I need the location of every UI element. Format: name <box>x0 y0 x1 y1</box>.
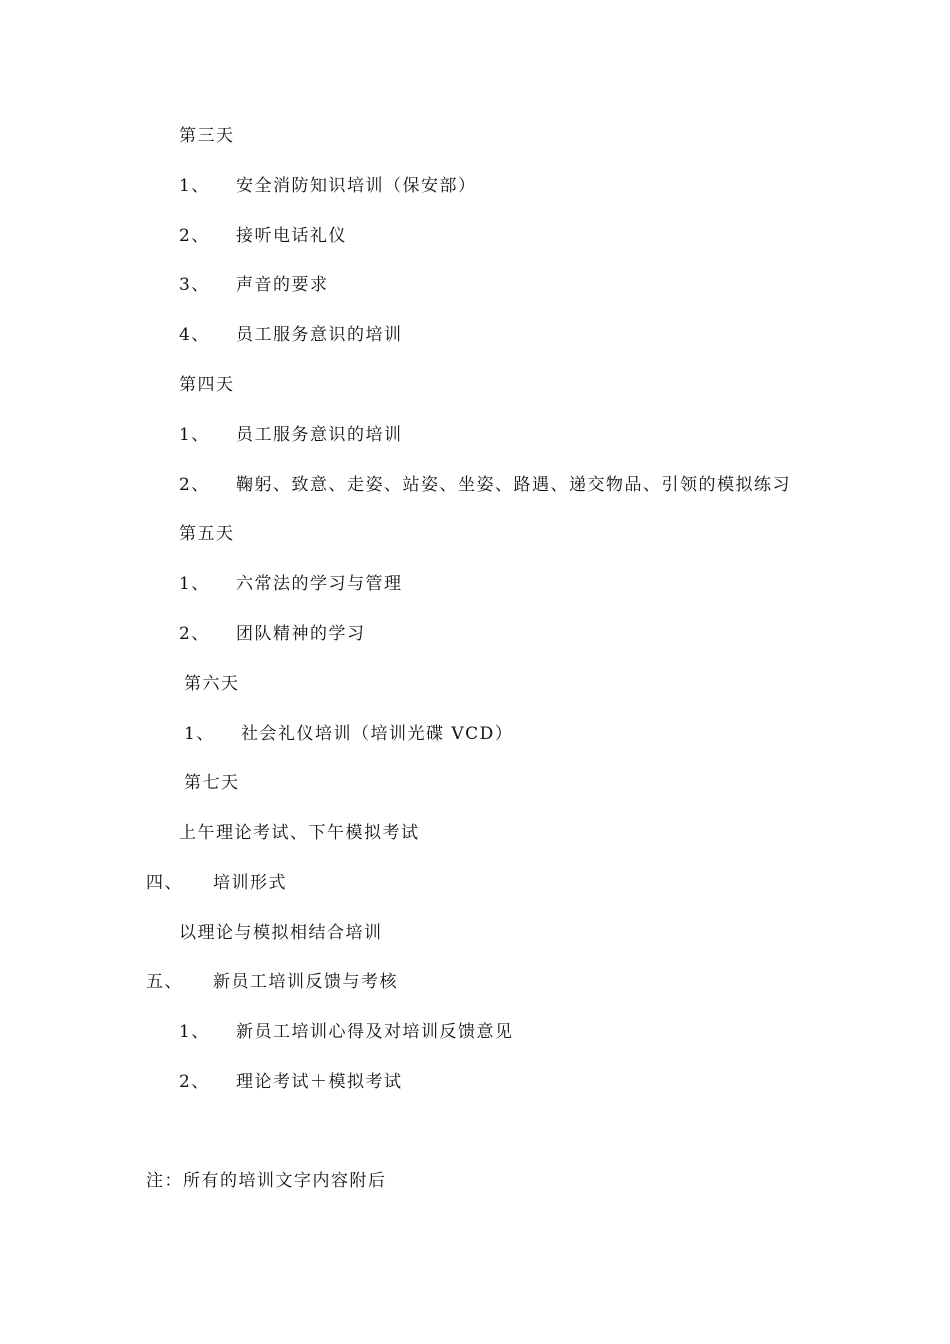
section4-number: 四、 <box>146 873 183 893</box>
day3-item-2-number: 2、 <box>179 226 210 246</box>
day3-item-2-text: 接听电话礼仪 <box>236 226 347 246</box>
day3-heading: 第三天 <box>179 126 235 146</box>
section5-number: 五、 <box>146 972 183 992</box>
section5-item-1-number: 1、 <box>179 1022 210 1042</box>
day3-item-4-number: 4、 <box>179 325 210 345</box>
day3-item-4-text: 员工服务意识的培训 <box>236 325 403 345</box>
day5-item-2-number: 2、 <box>179 624 210 644</box>
section5-item-2-number: 2、 <box>179 1072 210 1092</box>
day4-item-1-number: 1、 <box>179 425 210 445</box>
day5-item-2-text: 团队精神的学习 <box>236 624 366 644</box>
day3-item-1-text: 安全消防知识培训（保安部） <box>236 176 477 196</box>
day7-text: 上午理论考试、下午模拟考试 <box>179 823 420 843</box>
day5-item-1-number: 1、 <box>179 574 210 594</box>
footnote: 注：所有的培训文字内容附后 <box>146 1171 387 1191</box>
day5-heading: 第五天 <box>179 524 235 544</box>
day7-heading: 第七天 <box>184 773 240 793</box>
section5-item-2-text: 理论考试＋模拟考试 <box>236 1072 403 1092</box>
section5-item-1-text: 新员工培训心得及对培训反馈意见 <box>236 1022 514 1042</box>
section4-title: 培训形式 <box>213 873 287 893</box>
day4-item-2-text: 鞠躬、致意、走姿、站姿、坐姿、路遇、递交物品、引领的模拟练习 <box>236 475 791 495</box>
day6-item-1-text: 社会礼仪培训（培训光碟 VCD） <box>241 724 514 744</box>
day4-heading: 第四天 <box>179 375 235 395</box>
day6-item-1-number: 1、 <box>184 724 215 744</box>
day4-item-1-text: 员工服务意识的培训 <box>236 425 403 445</box>
day6-heading: 第六天 <box>184 674 240 694</box>
day3-item-1-number: 1、 <box>179 176 210 196</box>
day3-item-3-number: 3、 <box>179 275 210 295</box>
section5-title: 新员工培训反馈与考核 <box>213 972 398 992</box>
day3-item-3-text: 声音的要求 <box>236 275 329 295</box>
day5-item-1-text: 六常法的学习与管理 <box>236 574 403 594</box>
day4-item-2-number: 2、 <box>179 475 210 495</box>
section4-text: 以理论与模拟相结合培训 <box>179 923 383 943</box>
